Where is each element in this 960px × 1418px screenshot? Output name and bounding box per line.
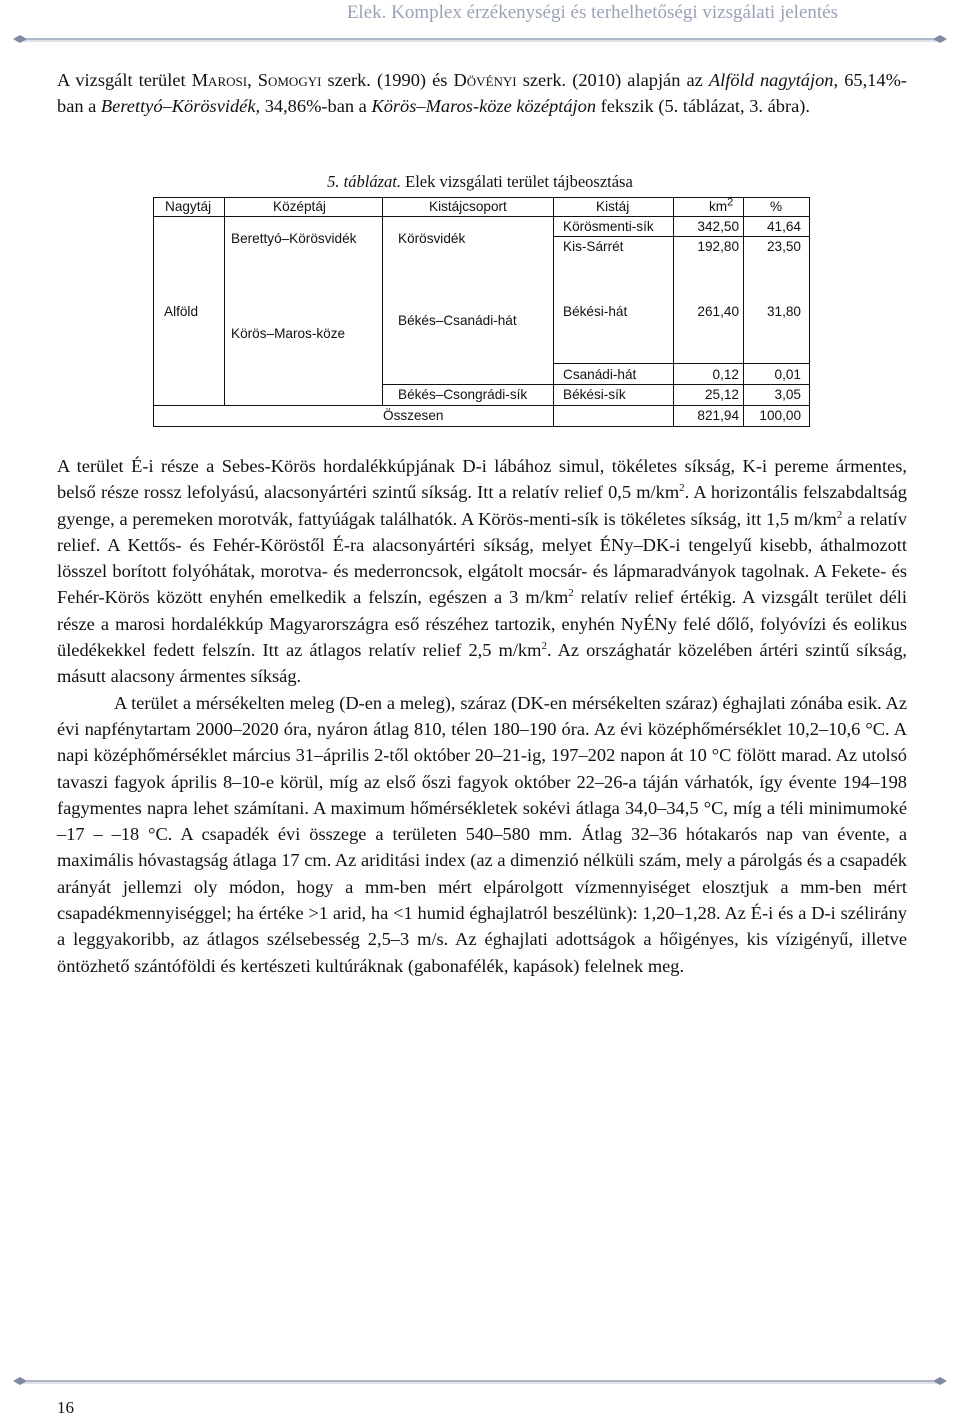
page-header-title: Elek. Komplex érzékenységi és terhelhetőségi vizsgálati jelentés <box>346 2 838 23</box>
cell-kozeptaj-berettyo: Berettyó–Körösvidék <box>231 231 357 246</box>
header-percent: % <box>770 199 783 214</box>
cell-pct-bekesi-hat: 31,80 <box>766 304 801 319</box>
cell-nagytaj-alfold: Alföld <box>164 304 199 319</box>
cell-kistajcsoport-bekes-csongradi: Békés–Csongrádi-sík <box>398 387 528 402</box>
author-dovenyi: Dövényi <box>453 70 517 90</box>
cell-kistaj-kis-sarret: Kis-Sárrét <box>563 239 624 254</box>
paragraph-relief: A terület É-i része a Sebes-Körös hordalékkúpjának D-i lábához simul, tökéletes síkság, K-i pereme ármentes, belső része rossz lefolyású, alacsonyártéri szintű síkság. Itt a relatív relief 0,5 $m/km^2$. A horizontális felszabdaltság gyenge, a peremeken morotvák, fattyúágak találhatók. A Körös-menti-sík is tökéletes síkság, itt 1,5 $m/km^2$ a relatív relief. A Kettős- és Fehér-Köröstől É-ra alacsonyártéri síkság, melyet ÉNy–DK-i tengelyű kisebb, áthalmozott lösszel borított folyóhátak, morotva- és mederroncsok, elgátolt mocsár- és lápmaradványok tagolnak. A Fekete- és Fehér-Körös között enyhén emelkedik a felszín, egészen a 3 $m/km^2$ relatív relief értékig. A vizsgált terület déli része a marosi hordalékkúp Magyarországra eső részéhez tartozik, enyhén NyÉNy felé dőlő, folyóvízi és eolikus üledékekkel fedett felszín. Itt az átlagos relatív relief 2,5 $m/km^2$. Az országhatár közelében ártéri szintű síkság, másutt alacsony ármentes síkság. <box>57 456 908 687</box>
cell-kistajcsoport-bekes-csanadi: Békés–Csanádi-hát <box>398 313 517 328</box>
header-divider <box>12 33 948 45</box>
cell-total-pct: 100,00 <box>759 408 801 423</box>
cell-kistaj-korosmenti: Körösmenti-sík <box>563 219 654 234</box>
cell-kistajcsoport-korosvidek: Körösvidék <box>398 231 466 246</box>
header-kistajcsoport: Kistájcsoport <box>429 199 507 214</box>
page-number: 16 <box>57 1398 74 1417</box>
cell-kistaj-csanadi-hat: Csanádi-hát <box>563 367 637 382</box>
cell-pct-kis-sarret: 23,50 <box>766 239 801 254</box>
cell-total-label: Összesen <box>383 408 444 423</box>
table-caption: 5. táblázat. Elek vizsgálati terület tájbeosztása <box>327 172 633 191</box>
cell-km2-bekesi-sik: 25,12 <box>704 387 739 402</box>
cell-kistaj-bekesi-hat: Békési-hát <box>563 304 628 319</box>
landscape-table <box>153 197 810 427</box>
cell-pct-bekesi-sik: 3,05 <box>774 387 801 402</box>
cell-total-km2: 821,94 <box>697 408 739 423</box>
cell-km2-csanadi-hat: 0,12 <box>712 367 739 382</box>
author-somogyi: Somogyi <box>257 70 322 90</box>
cell-kistaj-bekesi-sik: Békési-sík <box>563 387 626 402</box>
header-km2: $km^2$ <box>709 196 734 214</box>
header-kistaj: Kistáj <box>596 199 630 214</box>
header-nagytaj: Nagytáj <box>165 199 212 214</box>
footer-divider <box>12 1375 948 1387</box>
cell-km2-kis-sarret: 192,80 <box>697 239 739 254</box>
cell-km2-bekesi-hat: 261,40 <box>697 304 739 319</box>
cell-kozeptaj-koros-maros: Körös–Maros-köze <box>231 326 346 341</box>
body-text <box>57 453 907 979</box>
cell-pct-csanadi-hat: 0,01 <box>774 367 801 382</box>
paragraph-climate: A terület a mérsékelten meleg (D-en a meleg), száraz (DK-en mérsékelten száraz) éghajlati zónába esik. Az évi napfénytartam 2000–2020 óra, nyáron átlag 810, télen 180–190 óra. Az évi középhőmérséklet 10,2–10,6 °C. A napi középhőmérséklet március 31–április 2-től október 20–21-ig, 197–202 napon át 10 °C fölött marad. Az utolsó tavaszi fagyok április 8–10-e körül, míg az első őszi fagyok október 22–26-a táján várhatók, így évente 194–198 fagymentes napra lehet számítani. A maximum hőmérsékletek sokévi átlaga 34,0–34,5 °C, míg a téli minimumoké –17 – –18 °C. A csapadék évi összege a területen 540–580 mm. Átlag 32–36 hótakarós nap van évente, a maximális hóvastagság átlaga 17 cm. Az ariditási index (az a dimenzió nélküli szám, mely a párolgás és a csapadék arányát jellemzi oly módon, hogy a mm-ben mért elpárolgott vízmennyiséget elosztjuk a mm-ben mért csapadékmennyiséggel; ha értéke >1 arid, ha <1 humid éghajlatról beszélünk): 1,20–1,28. Az É-i és a D-i szélirány a leggyakoribb, az átlagos szélsebesség 2,5–3 m/s. Az éghajlati adottságok a hőigényes, kis vízigényű, illetve öntözhető szántóföldi és kertészeti kultúráknak (gabonafélék, kapások) felelnek meg. <box>57 692 907 976</box>
header-kozeptaj: Középtáj <box>273 199 326 214</box>
cell-km2-korosmenti: 342,50 <box>697 219 739 234</box>
author-marosi: Marosi <box>191 70 248 90</box>
cell-pct-korosmenti: 41,64 <box>766 219 801 234</box>
intro-paragraph: A vizsgált terület Marosi, Somogyi szerk. (1990) és Dövényi szerk. (2010) alapján az Alföld nagytájon, 65,14%-ban a Berettyó–Körösvidék, 34,86%-ban a Körös–Maros-köze középtájon fekszik (5. táblázat, 3. ábra). <box>57 70 908 116</box>
